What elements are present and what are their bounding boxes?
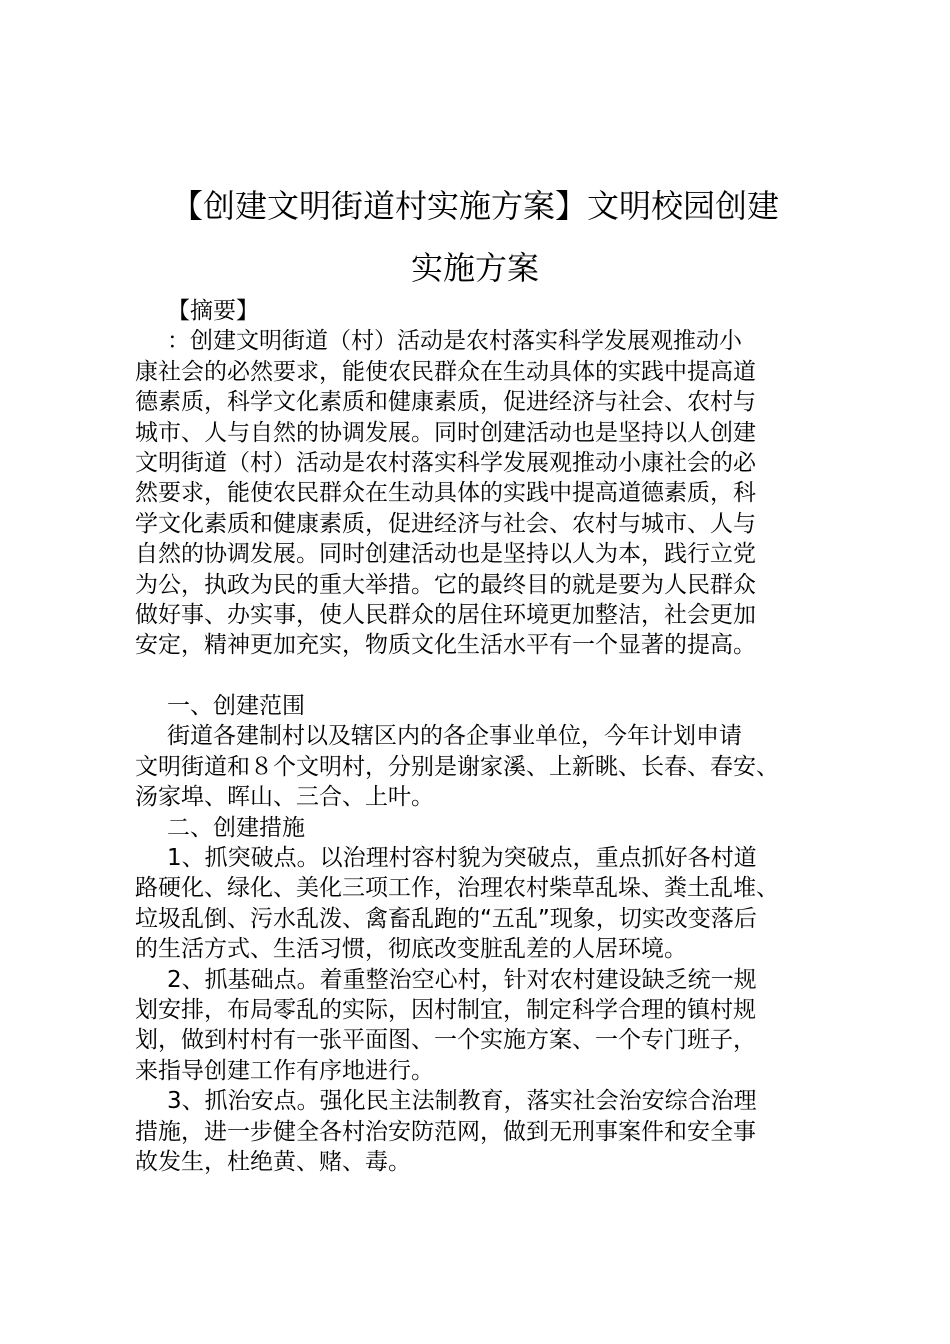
document-title-line-2: 实施方案 xyxy=(410,249,539,287)
blank-line xyxy=(135,661,835,691)
section-heading-scope: 一、创建范围 xyxy=(167,693,305,720)
measure-item-2-line: 2、抓基础点。着重整治空心村，针对农村建设缺乏统一规 xyxy=(167,966,757,993)
scope-line: 文明街道和８个文明村，分别是谢家溪、上新眺、长春、春安、 xyxy=(135,753,779,780)
measure-item-2-line: 划安排，布局零乱的实际，因村制宜，制定科学合理的镇村规 xyxy=(135,996,756,1023)
measure-item-1-line: 垃圾乱倒、污水乱泼、禽畜乱跑的“五乱”现象，切实改变落后 xyxy=(135,905,757,932)
abstract-line: 学文化素质和健康素质，促进经济与社会、农村与城市、人与 xyxy=(135,510,756,537)
section-heading-measures: 二、创建措施 xyxy=(167,814,305,841)
scope-line: 汤家埠、晖山、三合、上叶。 xyxy=(135,784,434,811)
abstract-line: 康社会的必然要求，能使农民群众在生动具体的实践中提高道 xyxy=(135,358,756,385)
measure-item-3-line: 3、抓治安点。强化民主法制教育，落实社会治安综合治理 xyxy=(167,1088,757,1115)
abstract-line: 然要求，能使农民群众在生动具体的实践中提高道德素质，科 xyxy=(135,480,756,507)
abstract-line: 德素质，科学文化素质和健康素质，促进经济与社会、农村与 xyxy=(135,389,756,416)
measure-item-1-line: 路硬化、绿化、美化三项工作，治理农村柴草乱垛、粪土乱堆、 xyxy=(135,875,779,902)
measure-item-1-line: 1、抓突破点。以治理村容村貌为突破点，重点抓好各村道 xyxy=(167,845,757,872)
measure-item-1-line: 的生活方式、生活习惯，彻底改变脏乱差的人居环境。 xyxy=(135,936,687,963)
abstract-line: 城市、人与自然的协调发展。同时创建活动也是坚持以人创建 xyxy=(135,419,756,446)
measure-item-2-line: 划，做到村村有一张平面图、一个实施方案、一个专门班子， xyxy=(135,1027,756,1054)
document-title-line-1: 【创建文明街道村实施方案】文明校园创建 xyxy=(170,187,779,225)
abstract-line: ：创建文明街道（村）活动是农村落实科学发展观推动小 xyxy=(167,328,742,355)
measure-item-3-line: 措施，进一步健全各村治安防范网，做到无刑事案件和安全事 xyxy=(135,1118,756,1145)
scope-line: 街道各建制村以及辖区内的各企事业单位，今年计划申请 xyxy=(167,723,742,750)
document-body xyxy=(135,296,835,1177)
measure-item-2-line: 来指导创建工作有序地进行。 xyxy=(135,1057,434,1084)
abstract-label: 【摘要】 xyxy=(167,298,259,324)
abstract-line: 文明街道（村）活动是农村落实科学发展观推动小康社会的必 xyxy=(135,449,756,476)
measure-item-3-line: 故发生，杜绝黄、赌、毒。 xyxy=(135,1148,411,1175)
abstract-line: 安定，精神更加充实，物质文化生活水平有一个显著的提高。 xyxy=(135,632,756,659)
abstract-line: 为公，执政为民的重大举措。它的最终目的就是要为人民群众 xyxy=(135,571,756,598)
abstract-line: 做好事、办实事，使人民群众的居住环境更加整洁，社会更加 xyxy=(135,601,756,628)
abstract-line: 自然的协调发展。同时创建活动也是坚持以人为本，践行立党 xyxy=(135,541,756,568)
